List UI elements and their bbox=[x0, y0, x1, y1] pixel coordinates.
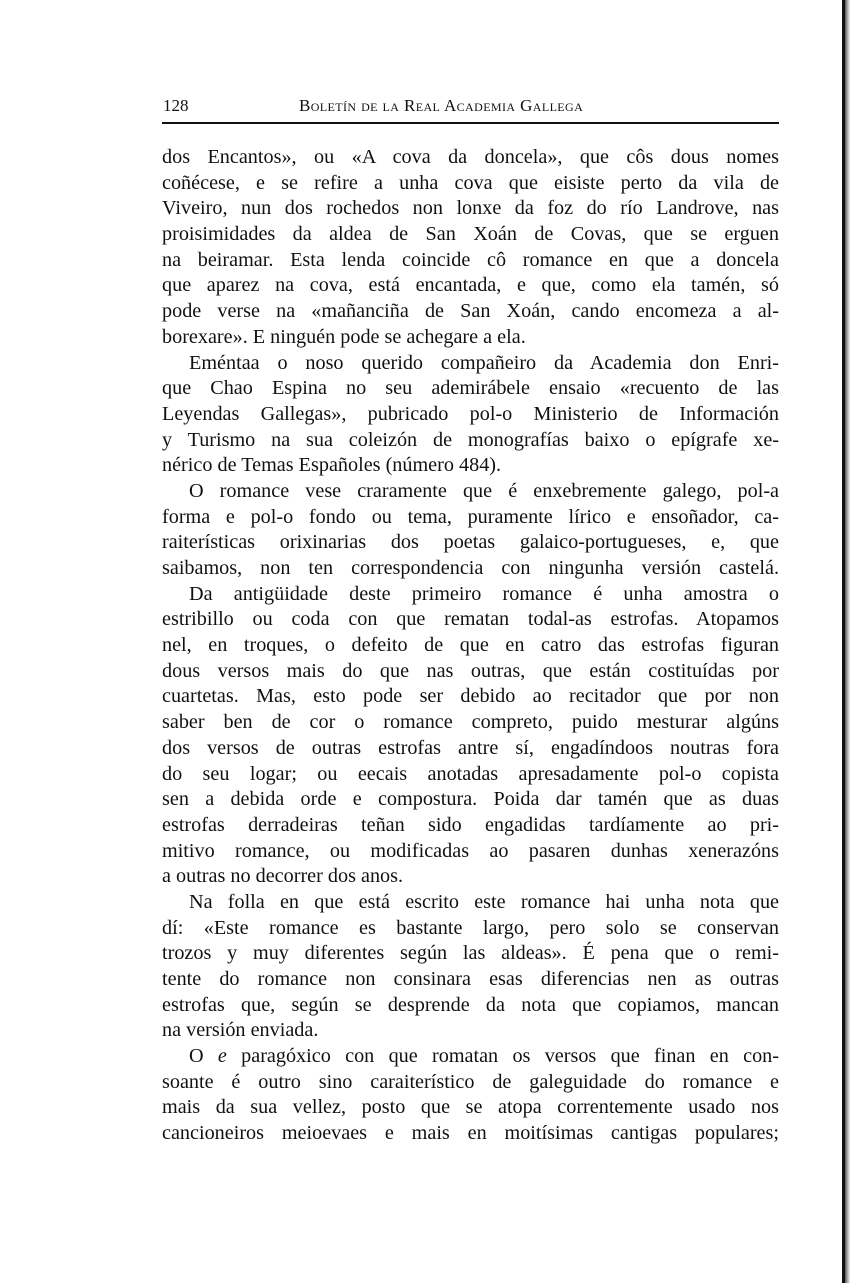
text-line: y Turismo na sua coleizón de monografías baixo o epígrafe xe- bbox=[162, 428, 779, 451]
text-fragment: O bbox=[189, 1045, 204, 1068]
text-line: a outras no decorrer dos anos. bbox=[162, 865, 404, 888]
paragraph-start-line: Da antigüidade deste primeiro romance é unha amostra o bbox=[189, 582, 779, 605]
text-line: pode verse na «mañanciña de San Xoán, cando encomeza a al- bbox=[162, 300, 779, 323]
text-line: estrofas que, según se desprende da nota que copiamos, mancan bbox=[162, 993, 779, 1016]
text-line: que Chao Espina no seu ademirábele ensaio «recuento de las bbox=[162, 377, 779, 400]
text-line: nel, en troques, o defeito de que en catro das estrofas figuran bbox=[162, 634, 779, 657]
text-line: do seu logar; ou eecais anotadas apresadamente pol-o copista bbox=[162, 762, 779, 785]
text-line: trozos y muy diferentes según las aldeas». É pena que o remi- bbox=[162, 942, 779, 965]
running-head bbox=[163, 93, 778, 119]
text-line: dí: «Este romance es bastante largo, pero solo se conservan bbox=[162, 916, 779, 939]
paragraph-start-line: O romance vese craramente que é enxebremente galego, pol-a bbox=[189, 479, 779, 502]
text-line: mais da sua vellez, posto que se atopa correntemente usado nos bbox=[162, 1096, 779, 1119]
text-line: Viveiro, nun dos rochedos non lonxe da foz do río Landrove, nas bbox=[162, 197, 779, 220]
text-line: estribillo ou coda con que rematan todal-as estrofas. Atopamos bbox=[162, 608, 779, 631]
page-binding-edge bbox=[842, 0, 850, 1283]
text-line: tente do romance non consinara esas diferencias nen as outras bbox=[162, 968, 779, 990]
text-line: cancioneiros meioevaes e mais en moitísimas cantigas populares; bbox=[162, 1122, 779, 1145]
text-line: cuartetas. Mas, esto pode ser debido ao recitador que por non bbox=[162, 685, 779, 708]
journal-title: Boletín de la Real Academia Gallega bbox=[299, 96, 584, 115]
page-number: 128 bbox=[163, 96, 189, 115]
text-line: coñécese, e se refire a unha cova que eisiste perto da vila de bbox=[162, 171, 779, 194]
text-fragment: paragóxico con que romatan os versos que finan en con- bbox=[226, 1045, 780, 1068]
text-line: na beiramar. Esta lenda coincide cô romance en que a doncela bbox=[162, 248, 779, 271]
text-line: borexare». E ninguén pode se achegare a ela. bbox=[162, 325, 526, 348]
text-line: saber ben de cor o romance compreto, puido mesturar algúns bbox=[162, 711, 779, 734]
text-line: saibamos, non ten correspondencia con ningunha versión castelá. bbox=[162, 557, 779, 579]
text-line: estrofas derradeiras teñan sido engadidas tardíamente ao pri- bbox=[162, 813, 779, 836]
text-line: nérico de Temas Españoles (número 484). bbox=[162, 454, 502, 477]
text-line: sen a debida orde e compostura. Poida dar tamén que as duas bbox=[162, 788, 779, 811]
text-line: mitivo romance, ou modificadas ao pasaren dunhas xenerazóns bbox=[162, 839, 779, 862]
paragraph-start-line: Eméntaa o noso querido compañeiro da Academia don Enri- bbox=[189, 351, 779, 374]
text-line: Leyendas Gallegas», pubricado pol-o Ministerio de Información bbox=[162, 402, 779, 425]
header-rule bbox=[162, 122, 779, 124]
text-line: forma e pol-o fondo ou tema, puramente lírico e ensoñador, ca- bbox=[162, 505, 779, 528]
paragraph-start-line bbox=[162, 1044, 779, 1070]
text-line: na versión enviada. bbox=[162, 1019, 319, 1042]
text-line: raiterísticas orixinarias dos poetas galaico-portugueses, e, que bbox=[162, 531, 779, 554]
text-line: dos versos de outras estrofas antre sí, engadíndoos noutras fora bbox=[162, 736, 779, 759]
text-line: dous versos mais do que nas outras, que están costituídas por bbox=[162, 659, 779, 682]
text-line: soante é outro sino caraiterístico de galeguidade do romance e bbox=[162, 1070, 779, 1093]
text-line: dos Encantos», ou «A cova da doncela», que côs dous nomes bbox=[162, 146, 779, 168]
text-line: proisimidades da aldea de San Xoán de Covas, que se erguen bbox=[162, 223, 779, 246]
body-text bbox=[162, 145, 779, 1147]
paragraph-start-line: Na folla en que está escrito este romance hai unha nota que bbox=[189, 890, 779, 913]
text-line: que aparez na cova, está encantada, e que, como ela tamén, só bbox=[162, 274, 779, 297]
italic-letter: e bbox=[217, 1045, 227, 1068]
